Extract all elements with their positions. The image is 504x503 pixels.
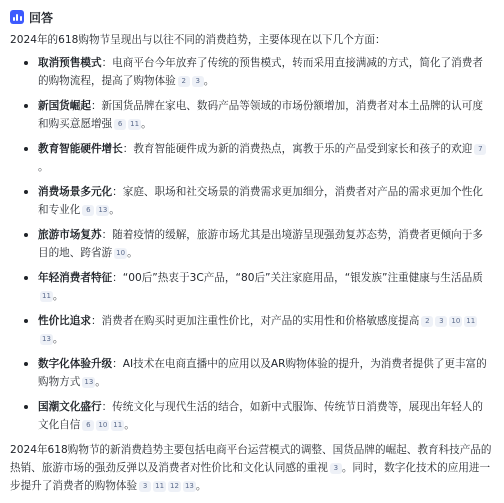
citation-badge[interactable]: 12 bbox=[170, 482, 179, 490]
trend-title: 国潮文化盛行 bbox=[38, 401, 102, 413]
trend-item bbox=[10, 226, 494, 262]
trend-end: 。 bbox=[38, 161, 49, 173]
trend-text: ：“00后”热衷于3C产品，“80后”关注家庭用品，“银发族”注重健康与生活品质 bbox=[112, 272, 483, 284]
trend-title: 年轻消费者特征 bbox=[38, 272, 113, 284]
trend-item bbox=[10, 54, 494, 90]
trend-text: ：家庭、职场和社交场景的消费需求更加细分，消费者对产品的需求更加个性化和专业化 bbox=[38, 186, 483, 216]
citation-badge[interactable]: 10 bbox=[116, 249, 126, 257]
trend-item bbox=[10, 97, 494, 133]
trend-list bbox=[10, 54, 494, 434]
citation-badge[interactable]: 6 bbox=[82, 420, 94, 431]
trend-end: 。 bbox=[52, 290, 64, 302]
answer-bars-icon bbox=[10, 10, 24, 24]
trend-text: ：教育智能硬件成为新的消费热点，寓教于乐的产品受到家长和孩子的欢迎 bbox=[122, 143, 473, 155]
trend-title: 数字化体验升级 bbox=[38, 358, 113, 370]
citation-badge[interactable]: 13 bbox=[98, 206, 108, 214]
answer-header bbox=[10, 6, 494, 28]
trend-item bbox=[10, 355, 494, 391]
trend-end: 。 bbox=[109, 204, 120, 216]
trend-item bbox=[10, 312, 494, 348]
summary-text-1: 2024年618购物节的新消费趋势主要包括电商平台运营模式的调整、国货品牌的崛起、教育科技产品的热销、旅游市场的强劲反弹以及消费者对性价比和文化认同感的重视 bbox=[10, 444, 492, 474]
citation-badge[interactable]: 2 bbox=[421, 316, 433, 327]
trend-end: 。 bbox=[203, 75, 215, 87]
trend-end: 。 bbox=[127, 247, 138, 259]
summary-end: 。 bbox=[195, 480, 207, 492]
trend-item bbox=[10, 269, 494, 305]
citation-badge[interactable]: 10 bbox=[98, 421, 108, 429]
citation-badge[interactable]: 3 bbox=[192, 76, 204, 87]
summary-paragraph bbox=[10, 441, 494, 495]
summary-text-2: 。同时，数字化技术的应用进一步提升了消费者的购物体验 bbox=[10, 462, 491, 492]
answer-title: 回答 bbox=[29, 10, 54, 25]
trend-text: ：新国货品牌在家电、数码产品等领域的市场份额增加，消费者对本土品牌的认可度和购买意愿增强 bbox=[38, 100, 483, 130]
trend-text: ：AI技术在电商直播中的应用以及AR购物体验的提升，为消费者提供了更丰富的购物方式 bbox=[38, 358, 487, 388]
trend-title: 消费场景多元化 bbox=[38, 186, 113, 198]
citation-badge[interactable]: 11 bbox=[42, 292, 51, 300]
trend-text: ：随着疫情的缓解，旅游市场尤其是出境游呈现强劲复苏态势，消费者更倾向于多目的地、跨省游 bbox=[38, 229, 483, 259]
citation-badge[interactable]: 13 bbox=[42, 335, 51, 343]
trend-title: 取消预售模式 bbox=[38, 57, 102, 69]
citation-badge[interactable]: 3 bbox=[139, 481, 151, 492]
trend-text: ：消费者在购买时更加注重性价比，对产品的实用性和价格敏感度提高 bbox=[90, 315, 420, 327]
trend-end: 。 bbox=[52, 333, 64, 345]
citation-badge[interactable]: 6 bbox=[82, 205, 94, 216]
intro-text: 2024年的618购物节呈现出与以往不同的消费趋势，主要体现在以下几个方面： bbox=[10, 34, 386, 46]
trend-text: ：传统文化与现代生活的结合，如新中式服饰、传统节日消费等，展现出年轻人的文化自信 bbox=[38, 401, 483, 431]
citation-badge[interactable]: 11 bbox=[466, 317, 476, 325]
citation-badge[interactable]: 11 bbox=[113, 421, 123, 429]
trend-title: 新国货崛起 bbox=[38, 100, 91, 112]
citation-badge[interactable]: 2 bbox=[178, 76, 190, 87]
trend-text: ：电商平台今年放弃了传统的预售模式，转而采用直接满减的方式，简化了消费者的购物流程，提高了购物体验 bbox=[38, 57, 483, 87]
citation-badge[interactable]: 10 bbox=[451, 317, 461, 325]
trend-item bbox=[10, 183, 494, 219]
trend-title: 性价比追求 bbox=[38, 315, 91, 327]
trend-end: 。 bbox=[124, 419, 135, 431]
trend-title: 教育智能硬件增长 bbox=[38, 143, 123, 155]
citation-badge[interactable]: 3 bbox=[435, 316, 447, 327]
trend-item bbox=[10, 398, 494, 434]
citation-badge[interactable]: 6 bbox=[114, 119, 126, 130]
trend-title: 旅游市场复苏 bbox=[38, 229, 102, 241]
citation-badge[interactable]: 7 bbox=[474, 144, 486, 155]
trend-item bbox=[10, 140, 494, 176]
trend-end: 。 bbox=[141, 118, 152, 130]
citation-badge[interactable]: 11 bbox=[155, 482, 165, 490]
citation-badge[interactable]: 11 bbox=[130, 120, 140, 128]
citation-badge[interactable]: 13 bbox=[184, 482, 194, 490]
trend-end: 。 bbox=[95, 376, 106, 388]
citation-badge[interactable]: 13 bbox=[84, 378, 94, 386]
citation-badge[interactable]: 3 bbox=[330, 463, 342, 474]
